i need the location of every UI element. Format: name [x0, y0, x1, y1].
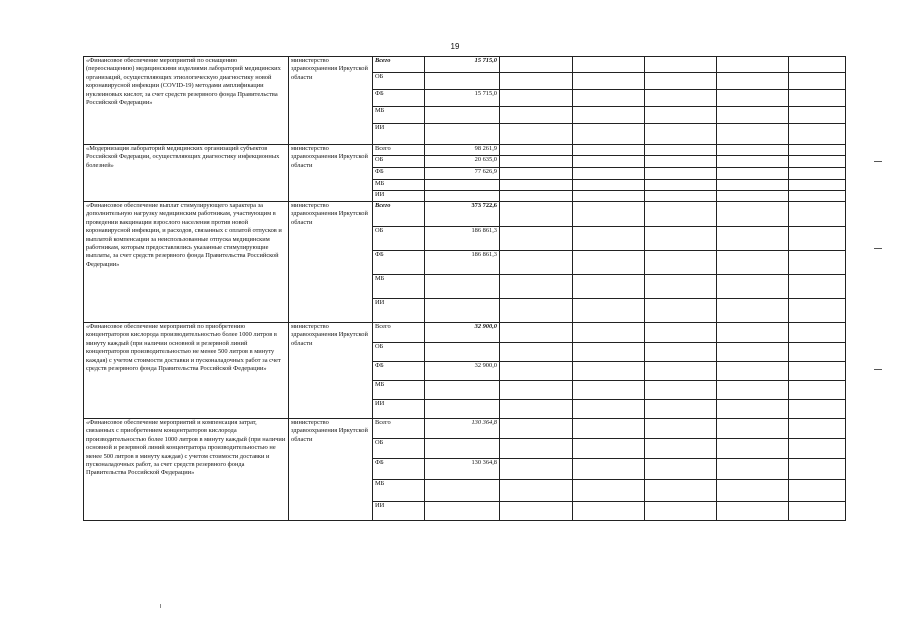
empty-cell — [573, 299, 645, 323]
empty-cell — [645, 381, 717, 400]
empty-cell — [717, 381, 789, 400]
empty-cell — [645, 191, 717, 202]
table-row — [84, 323, 846, 343]
empty-cell — [573, 168, 645, 180]
empty-cell — [500, 362, 573, 381]
empty-cell — [645, 227, 717, 251]
empty-cell — [789, 180, 846, 191]
funding-source: ИИ — [373, 502, 425, 521]
empty-cell — [645, 362, 717, 381]
empty-cell — [500, 459, 573, 480]
empty-cell — [645, 168, 717, 180]
empty-cell — [573, 323, 645, 343]
empty-cell — [717, 323, 789, 343]
empty-cell — [789, 251, 846, 275]
empty-cell — [573, 419, 645, 439]
empty-cell — [717, 168, 789, 180]
funding-source: МБ — [373, 275, 425, 299]
funding-source: ОБ — [373, 156, 425, 168]
table-row — [84, 145, 846, 156]
empty-cell — [500, 73, 573, 90]
amount-cell: 373 722,6 — [425, 202, 500, 227]
empty-cell — [500, 145, 573, 156]
empty-cell — [573, 480, 645, 502]
amount-cell — [425, 107, 500, 124]
empty-cell — [500, 168, 573, 180]
amount-cell — [425, 480, 500, 502]
empty-cell — [717, 251, 789, 275]
empty-cell — [717, 145, 789, 156]
empty-cell — [500, 400, 573, 419]
funding-source: Всего — [373, 57, 425, 73]
funding-source: Всего — [373, 323, 425, 343]
amount-cell: 186 861,3 — [425, 251, 500, 275]
table-row — [84, 57, 846, 73]
empty-cell — [717, 419, 789, 439]
amount-cell — [425, 439, 500, 459]
empty-cell — [645, 419, 717, 439]
empty-cell — [789, 107, 846, 124]
empty-cell — [717, 156, 789, 168]
executor: министерство здравоохранения Иркутской области — [289, 202, 373, 323]
empty-cell — [717, 191, 789, 202]
funding-source: ИИ — [373, 400, 425, 419]
empty-cell — [500, 439, 573, 459]
empty-cell — [645, 202, 717, 227]
empty-cell — [573, 57, 645, 73]
empty-cell — [573, 107, 645, 124]
empty-cell — [717, 124, 789, 145]
empty-cell — [789, 459, 846, 480]
empty-cell — [500, 57, 573, 73]
empty-cell — [717, 502, 789, 521]
empty-cell — [717, 202, 789, 227]
empty-cell — [500, 480, 573, 502]
empty-cell — [645, 107, 717, 124]
empty-cell — [645, 180, 717, 191]
scan-mark — [874, 161, 882, 162]
measure-description: «Финансовое обеспечение мероприятий и компенсация затрат, связанных с приобретением концентраторов кислорода производительностью более 1000 литров в минуту каждый (при наличии основной и резервной линий концентратора производительностью не менее 500 литров в минуту каждая) с учетом стоимости доставки и пусконаладочных работ, за счет средств резервного фонда Правительства Российской Федерации» — [84, 419, 289, 521]
empty-cell — [789, 299, 846, 323]
funding-source: ИИ — [373, 124, 425, 145]
amount-cell — [425, 343, 500, 362]
empty-cell — [717, 343, 789, 362]
empty-cell — [717, 107, 789, 124]
amount-cell — [425, 400, 500, 419]
amount-cell — [425, 191, 500, 202]
empty-cell — [645, 90, 717, 107]
empty-cell — [717, 362, 789, 381]
empty-cell — [573, 124, 645, 145]
empty-cell — [573, 156, 645, 168]
empty-cell — [573, 145, 645, 156]
funding-source: МБ — [373, 107, 425, 124]
funding-source: ОБ — [373, 227, 425, 251]
empty-cell — [789, 145, 846, 156]
empty-cell — [573, 180, 645, 191]
empty-cell — [573, 251, 645, 275]
empty-cell — [645, 156, 717, 168]
empty-cell — [645, 145, 717, 156]
funding-source: Всего — [373, 145, 425, 156]
empty-cell — [500, 299, 573, 323]
amount-cell: 98 261,9 — [425, 145, 500, 156]
empty-cell — [500, 156, 573, 168]
empty-cell — [717, 459, 789, 480]
empty-cell — [789, 480, 846, 502]
amount-cell: 130 364,8 — [425, 419, 500, 439]
table-row — [84, 419, 846, 439]
empty-cell — [500, 275, 573, 299]
amount-cell: 186 861,3 — [425, 227, 500, 251]
empty-cell — [500, 191, 573, 202]
empty-cell — [789, 362, 846, 381]
empty-cell — [573, 275, 645, 299]
measure-description: «Финансовое обеспечение мероприятий по приобретению концентраторов кислорода производительностью более 1000 литров в минуту каждый (при наличии основной и резервной линий концентраторов производительностью не менее 500 литров в минуту каждая) с учетом стоимости доставки и пусконаладочных работ за счет средств резервного фонда Правительства Российской Федерации» — [84, 323, 289, 419]
funding-source: Всего — [373, 202, 425, 227]
empty-cell — [573, 191, 645, 202]
funding-source: Всего — [373, 419, 425, 439]
empty-cell — [789, 400, 846, 419]
funding-source: ФБ — [373, 90, 425, 107]
empty-cell — [573, 400, 645, 419]
executor: министерство здравоохранения Иркутской области — [289, 419, 373, 521]
amount-cell: 130 364,8 — [425, 459, 500, 480]
amount-cell: 15 715,0 — [425, 90, 500, 107]
empty-cell — [645, 502, 717, 521]
empty-cell — [573, 343, 645, 362]
empty-cell — [717, 400, 789, 419]
empty-cell — [717, 227, 789, 251]
empty-cell — [500, 180, 573, 191]
empty-cell — [789, 156, 846, 168]
amount-cell — [425, 299, 500, 323]
page-number: 19 — [450, 42, 460, 51]
empty-cell — [789, 202, 846, 227]
empty-cell — [573, 227, 645, 251]
empty-cell — [573, 502, 645, 521]
empty-cell — [645, 400, 717, 419]
empty-cell — [645, 343, 717, 362]
empty-cell — [645, 251, 717, 275]
empty-cell — [645, 439, 717, 459]
empty-cell — [500, 90, 573, 107]
empty-cell — [645, 459, 717, 480]
empty-cell — [500, 502, 573, 521]
amount-cell: 32 900,0 — [425, 362, 500, 381]
funding-source: ФБ — [373, 251, 425, 275]
empty-cell — [500, 251, 573, 275]
funding-source: ФБ — [373, 362, 425, 381]
executor: министерство здравоохранения Иркутской области — [289, 145, 373, 202]
funding-source: МБ — [373, 381, 425, 400]
empty-cell — [717, 57, 789, 73]
empty-cell — [573, 73, 645, 90]
table-row — [84, 202, 846, 227]
empty-cell — [500, 419, 573, 439]
empty-cell — [573, 439, 645, 459]
empty-cell — [789, 419, 846, 439]
empty-cell — [789, 381, 846, 400]
empty-cell — [500, 381, 573, 400]
empty-cell — [500, 227, 573, 251]
budget-table — [83, 56, 846, 521]
amount-cell — [425, 180, 500, 191]
funding-source: ФБ — [373, 459, 425, 480]
funding-source: ИИ — [373, 191, 425, 202]
empty-cell — [500, 124, 573, 145]
empty-cell — [789, 275, 846, 299]
empty-cell — [789, 323, 846, 343]
empty-cell — [789, 439, 846, 459]
empty-cell — [717, 73, 789, 90]
empty-cell — [789, 73, 846, 90]
empty-cell — [645, 323, 717, 343]
amount-cell: 20 635,0 — [425, 156, 500, 168]
empty-cell — [717, 439, 789, 459]
amount-cell: 32 900,0 — [425, 323, 500, 343]
scan-mark — [874, 369, 882, 370]
empty-cell — [717, 480, 789, 502]
measure-description: «Модернизация лабораторий медицинских организаций субъектов Российской Федерации, осуществляющих диагностику инфекционных болезней» — [84, 145, 289, 202]
empty-cell — [717, 275, 789, 299]
empty-cell — [789, 57, 846, 73]
scan-mark — [160, 604, 161, 608]
empty-cell — [717, 90, 789, 107]
empty-cell — [573, 381, 645, 400]
executor: министерство здравоохранения Иркутской области — [289, 323, 373, 419]
empty-cell — [573, 362, 645, 381]
empty-cell — [717, 180, 789, 191]
amount-cell: 15 715,0 — [425, 57, 500, 73]
funding-source: МБ — [373, 480, 425, 502]
empty-cell — [717, 299, 789, 323]
amount-cell — [425, 381, 500, 400]
empty-cell — [573, 459, 645, 480]
funding-source: ОБ — [373, 73, 425, 90]
empty-cell — [500, 202, 573, 227]
empty-cell — [645, 480, 717, 502]
empty-cell — [645, 299, 717, 323]
amount-cell — [425, 124, 500, 145]
empty-cell — [573, 202, 645, 227]
funding-source: ФБ — [373, 168, 425, 180]
empty-cell — [789, 227, 846, 251]
empty-cell — [645, 275, 717, 299]
empty-cell — [789, 168, 846, 180]
empty-cell — [645, 124, 717, 145]
scan-mark — [874, 248, 882, 249]
empty-cell — [789, 90, 846, 107]
funding-source: ОБ — [373, 439, 425, 459]
empty-cell — [645, 73, 717, 90]
amount-cell — [425, 73, 500, 90]
measure-description: «Финансовое обеспечение мероприятий по оснащению (переоснащению) медицинскими изделиями лабораторий медицинских организаций, осуществляющих этиологическую диагностику новой коронавирусной инфекции (COVID-19) методами амплификации нуклеиновых кислот, за счет средств резервного фонда Правительства Российской Федерации» — [84, 57, 289, 145]
empty-cell — [500, 107, 573, 124]
empty-cell — [573, 90, 645, 107]
amount-cell — [425, 502, 500, 521]
amount-cell: 77 626,9 — [425, 168, 500, 180]
amount-cell — [425, 275, 500, 299]
measure-description: «Финансовое обеспечение выплат стимулирующего характера за дополнительную нагрузку медицинским работникам, участвующим в проведении вакцинации взрослого населения против новой коронавирусной инфекции, и расходов, связанных с оплатой отпусков и выплатой компенсации за неиспользованные отпуска медицинским работникам, которым предоставлялись указанные стимулирующие выплаты, за счет средств резервного фонда Правительства Российской Федерации» — [84, 202, 289, 323]
empty-cell — [500, 343, 573, 362]
funding-source: ИИ — [373, 299, 425, 323]
empty-cell — [789, 502, 846, 521]
empty-cell — [789, 124, 846, 145]
funding-source: МБ — [373, 180, 425, 191]
empty-cell — [789, 191, 846, 202]
empty-cell — [789, 343, 846, 362]
executor: министерство здравоохранения Иркутской области — [289, 57, 373, 145]
empty-cell — [500, 323, 573, 343]
funding-source: ОБ — [373, 343, 425, 362]
empty-cell — [645, 57, 717, 73]
